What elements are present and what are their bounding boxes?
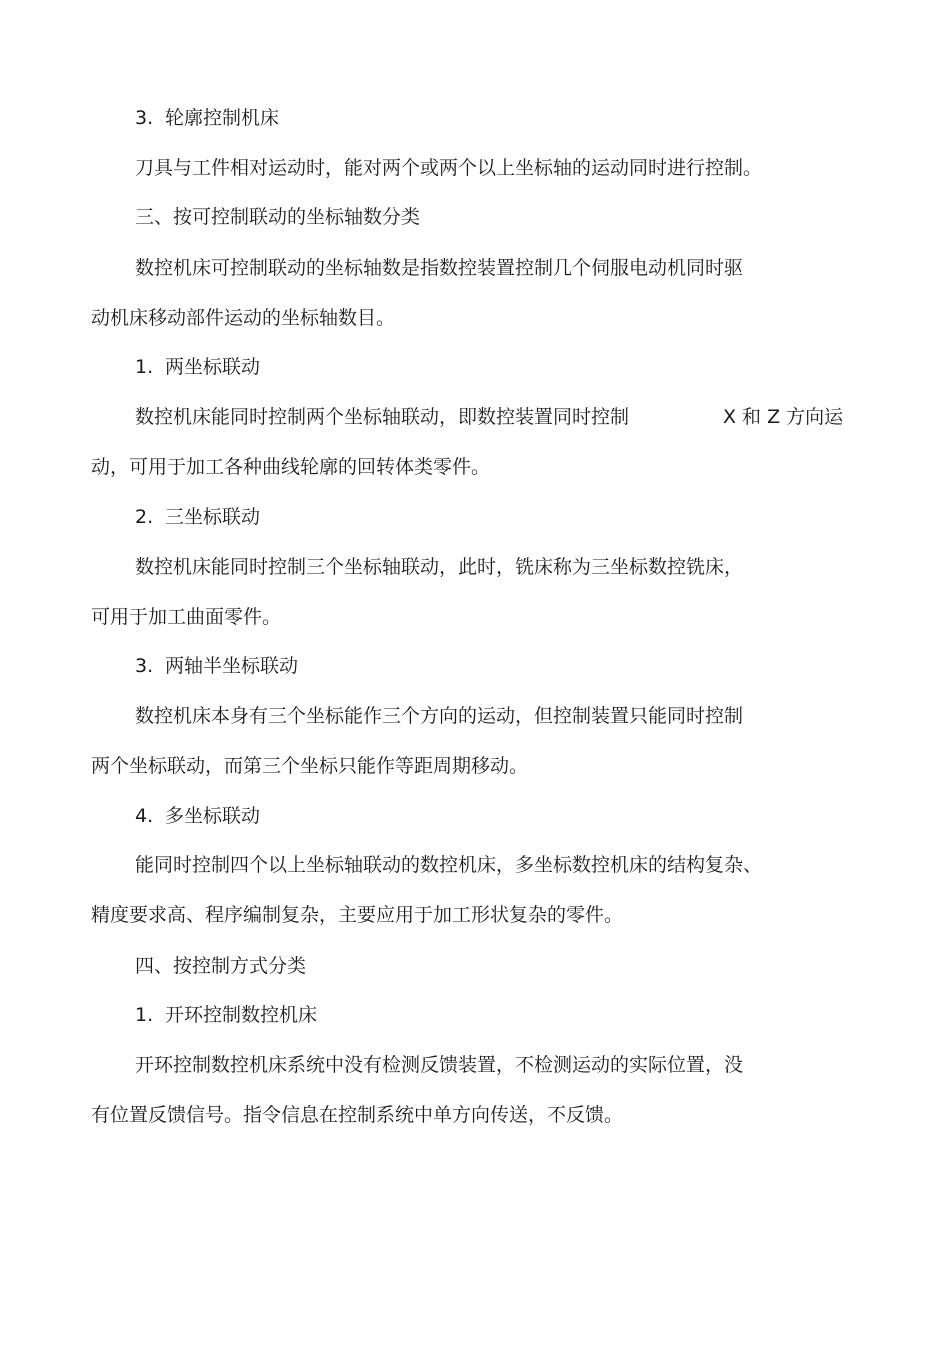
subsection-heading [135,1002,317,1028]
section-heading: 三、按可控制联动的坐标轴数分类 [135,206,421,228]
subsection-heading [135,504,260,530]
paragraph-line: 精度要求高、程序编制复杂，主要应用于加工形状复杂的零件。 [91,904,624,926]
paragraph-line: 动机床移动部件运动的坐标轴数目。 [91,307,396,329]
paragraph-line: 数控机床能同时控制三个坐标轴联动，此时，铣床称为三坐标数控铣床， [135,556,744,578]
heading-text: 开环控制数控机床 [165,1004,318,1026]
subsection-heading [135,803,260,829]
list-number: 1. [135,1004,154,1026]
paragraph-line: 动，可用于加工各种曲线轮廓的回转体类零件。 [91,456,491,478]
paragraph-line: 能同时控制四个以上坐标轴联动的数控机床，多坐标数控机床的结构复杂、 [135,854,763,876]
subsection-heading [135,653,298,679]
paragraph-line: 可用于加工曲面零件。 [91,606,282,628]
heading-text: 多坐标联动 [165,805,261,827]
list-number: 4. [135,805,154,827]
paragraph-line-tail: X 和 Z 方向运 [723,406,844,428]
paragraph-line: 有位置反馈信号。指令信息在控制系统中单方向传送，不反馈。 [91,1104,624,1126]
heading-text: 轮廓控制机床 [165,107,280,129]
subsection-heading [135,354,260,380]
paragraph-line: 数控机床能同时控制两个坐标轴联动，即数控装置同时控制 [135,406,630,428]
list-number: 3. [135,107,154,129]
section-heading: 四、按控制方式分类 [135,955,307,977]
subsection-heading [135,105,279,131]
paragraph-line: 数控机床可控制联动的坐标轴数是指数控装置控制几个伺服电动机同时驱 [135,257,744,279]
heading-text: 三坐标联动 [165,506,261,528]
list-number: 2. [135,506,154,528]
heading-text: 两轴半坐标联动 [165,655,299,677]
paragraph-line: 刀具与工件相对运动时，能对两个或两个以上坐标轴的运动同时进行控制。 [135,157,763,179]
list-number: 1. [135,356,154,378]
paragraph-line: 数控机床本身有三个坐标能作三个方向的运动，但控制装置只能同时控制 [135,705,744,727]
list-number: 3. [135,655,154,677]
paragraph-line: 两个坐标联动，而第三个坐标只能作等距周期移动。 [91,755,529,777]
paragraph-line: 开环控制数控机床系统中没有检测反馈装置，不检测运动的实际位置，没 [135,1054,744,1076]
heading-text: 两坐标联动 [165,356,261,378]
